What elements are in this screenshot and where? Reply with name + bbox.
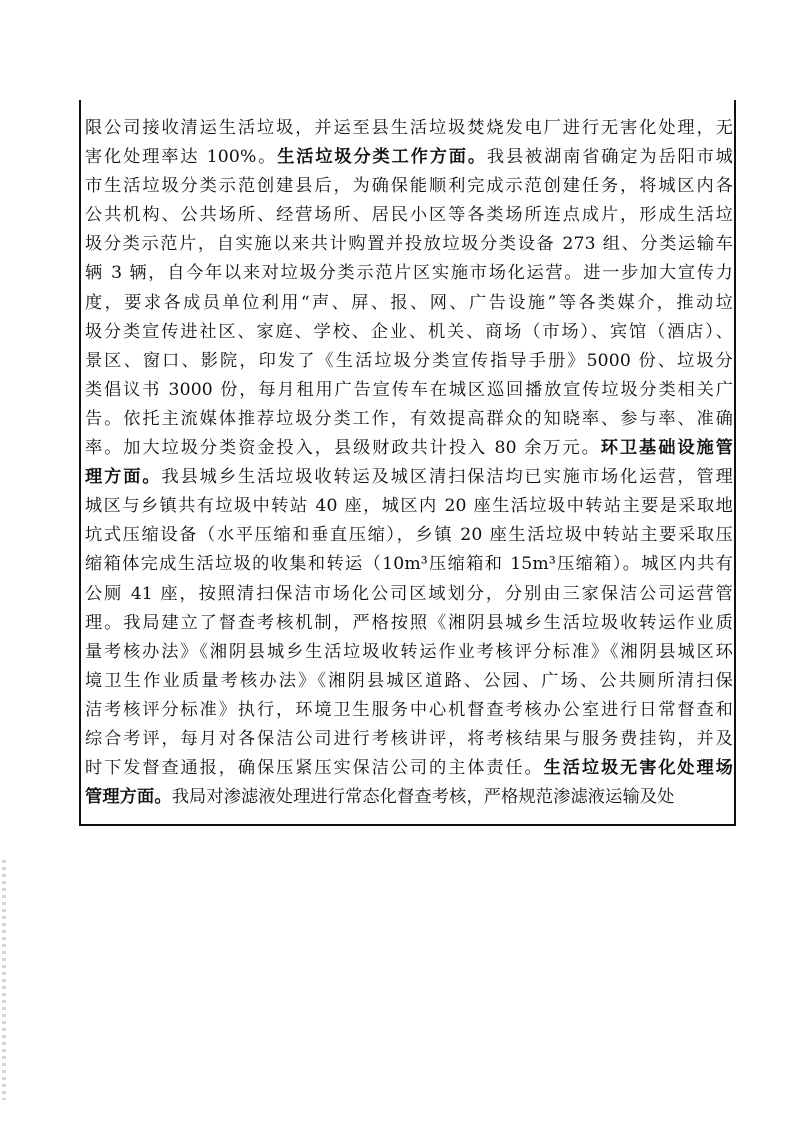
text-segment: 公厕 41 座，按照清扫保洁市场化公司区域划分，分别由三家保洁公司运营管 [85, 583, 733, 604]
text-segment: 类倡议书 3000 份，每月租用广告宣传车在城区巡回播放宣传垃圾分类相关广 [85, 379, 733, 400]
text-line [85, 376, 733, 405]
scan-edge-mark [2, 860, 6, 1100]
text-segment: 辆 3 辆，自今年以来对垃圾分类示范片区实施市场化运营。进一步加大宣传力 [85, 263, 733, 284]
text-line [85, 725, 733, 754]
text-line [85, 259, 733, 288]
text-segment: 圾分类示范片，自实施以来共计购置并投放垃圾分类设备 273 组、分类运输车 [85, 234, 733, 255]
text-segment: 洁考核评分标准》执行，环境卫生服务中心机督查考核办公室进行日常督查和 [85, 699, 733, 720]
text-segment: 境卫生作业质量考核办法》《湘阴县城区道路、公园、广场、公共厕所清扫保 [85, 670, 733, 691]
text-segment: 率。加大垃圾分类资金投入，县级财政共计投入 80 余万元。 [85, 438, 601, 459]
text-segment: 景区、窗口、影院，印发了《生活垃圾分类宣传指导手册》5000 份、垃圾分 [85, 350, 733, 371]
text-line [85, 114, 733, 143]
section-heading: 生活垃圾无害化处理场 [543, 758, 733, 779]
text-segment: 度，要求各成员单位利用“声、屏、报、网、广告设施”等各类媒介，推动垃 [85, 292, 733, 313]
text-segment: 害化处理率达 100%。 [85, 147, 278, 168]
section-heading: 理方面。 [85, 467, 162, 488]
text-segment: 理。我局建立了督查考核机制，严格按照《湘阴县城乡生活垃圾收转运作业质 [85, 612, 733, 633]
section-heading: 环卫基础设施管 [600, 438, 733, 459]
section-heading: 生活垃圾分类工作方面。 [277, 147, 487, 168]
text-line [85, 521, 733, 550]
text-line [85, 201, 733, 230]
text-segment: 缩箱体完成生活垃圾的收集和转运（10m³压缩箱和 15m³压缩箱）。城区内共有 [85, 554, 733, 575]
text-segment: 圾分类宣传进社区、家庭、学校、企业、机关、商场（市场）、宾馆（酒店）、 [85, 321, 733, 342]
text-line [85, 434, 733, 463]
text-line [85, 783, 733, 812]
text-line [85, 696, 733, 725]
text-segment: 限公司接收清运生活垃圾，并运至县生活垃圾焚烧发电厂进行无害化处理，无 [85, 118, 733, 138]
text-segment: 我县城乡生活垃圾收转运及城区清扫保洁均已实施市场化运营，管理 [161, 467, 733, 488]
text-segment: 城区与乡镇共有垃圾中转站 40 座，城区内 20 座生活垃圾中转站主要是采取地 [85, 496, 733, 517]
text-line [85, 550, 733, 579]
text-line [85, 463, 733, 492]
text-line [85, 754, 733, 783]
text-segment: 告。依托主流媒体推荐垃圾分类工作，有效提高群众的知晓率、参与率、准确 [85, 408, 733, 429]
text-line [85, 143, 733, 172]
text-segment: 量考核办法》《湘阴县城乡生活垃圾收转运作业考核评分标准》《湘阴县城区环 [85, 641, 733, 662]
text-segment: 我局对渗滤液处理进行常态化督查考核，严格规范渗滤液运输及处 [171, 787, 675, 808]
text-line [85, 230, 733, 259]
text-segment: 综合考评，每月对各保洁公司进行考核讲评，将考核结果与服务费挂钩，并及 [85, 728, 733, 749]
text-line [85, 638, 733, 667]
text-line [85, 405, 733, 434]
text-segment: 公共机构、公共场所、经营场所、居民小区等各类场所连点成片，形成生活垃 [85, 205, 733, 226]
section-heading: 管理方面。 [85, 787, 172, 808]
text-segment: 我县被湖南省确定为岳阳市城 [486, 147, 733, 168]
text-line [85, 609, 733, 638]
text-segment: 坑式压缩设备（水平压缩和垂直压缩），乡镇 20 座生活垃圾中转站主要采取压 [85, 525, 733, 546]
text-line [85, 172, 733, 201]
text-line [85, 318, 733, 347]
text-line [85, 289, 733, 318]
text-line [85, 347, 733, 376]
body-text [85, 114, 733, 812]
text-segment: 时下发督查通报，确保压紧压实保洁公司的主体责任。 [85, 758, 544, 779]
text-line [85, 492, 733, 521]
text-line [85, 667, 733, 696]
text-segment: 市生活垃圾分类示范创建县后，为确保能顺利完成示范创建任务，将城区内各 [85, 176, 733, 197]
text-line [85, 580, 733, 609]
